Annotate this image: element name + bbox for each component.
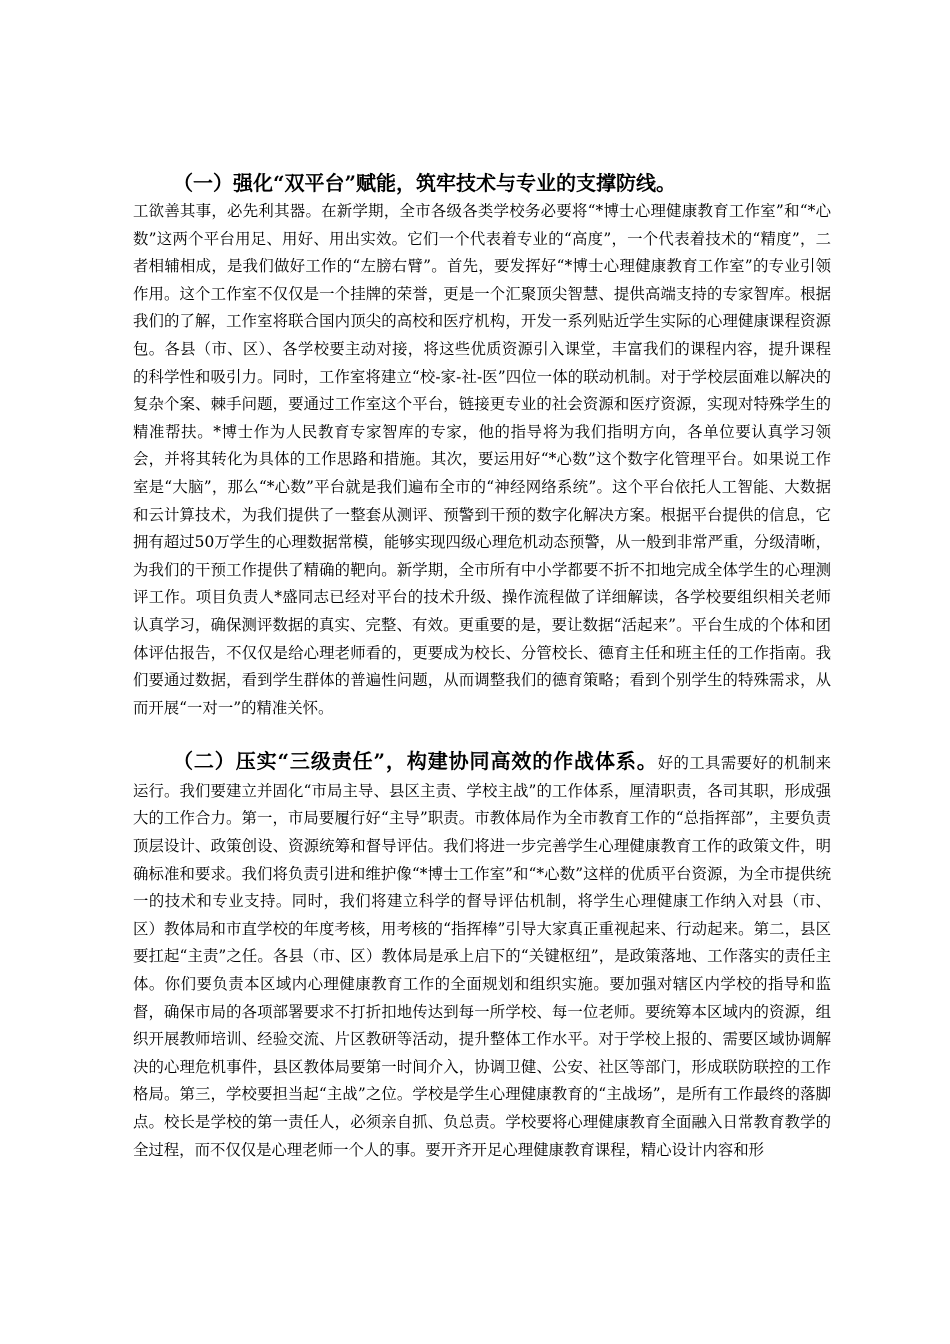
section-2-body: 我们要建立并固化“市局主导、县区主责、学校主战”的工作体系，厘清职责，各司其职，形成强大的工作合力。第一，市局要履行好“主导”职责。市教体局作为全市教育工作的“总指挥部”，主要负责顶层设计、政策创设、资源统筹和督导评估。我们将进一步完善学生心理健康教育工作的政策文件，明确标准和要求。我们将负责引进和维护像“*博士工作室”和“*心数”这样的优质平台资源，为全市提供统一的技术和专业支持。同时，我们将建立科学的督导评估机制，将学生心理健康工作纳入对县（市、区）教体局和市直学校的年度考核，用考核的“指挥棒”引导大家真正重视起来、行动起来。第二，县区要扛起“主责”之任。各县（市、区）教体局是承上启下的“关键枢纽”，是政策落地、工作落实的责任主体。你们要负责本区域内心理健康教育工作的全面规划和组织实施。要加强对辖区内学校的指导和监督，确保市局的各项部署要求不打折扣地传达到每一所学校、每一位老师。要统筹本区域内的资源，组织开展教师培训、经验交流、片区教研等活动，提升整体工作水平。对于学校上报的、需要区域协调解决的心理危机事件，县区教体局要第一时间介入，协调卫健、公安、社区等部门，形成联防联控的工作格局。第三，学校要担当起“主战”之位。学校是学生心理健康教育的“主战场”，是所有工作最终的落脚点。校长是学校的第一责任人，必须亲自抓、负总责。学校要将心理健康教育全面融入日常教育教学的全过程，而不仅仅是心理老师一个人的事。要开齐开足心理健康教育课程，精心设计内容和形 [133, 781, 831, 1159]
section-1-body: 工欲善其事，必先利其器。在新学期，全市各级各类学校务必要将“*博士心理健康教育工作室”和“*心数”这两个平台用足、用好、用出实效。它们一个代表着专业的“高度”，一个代表着技术的“精度”，二者相辅相成，是我们做好工作的“左膀右臂”。首先，要发挥好“*博士心理健康教育工作室”的专业引领作用。这个工作室不仅仅是一个挂牌的荣誉，更是一个汇聚顶尖智慧、提供高端支持的专家智库。根据我们的了解，工作室将联合国内顶尖的高校和医疗机构，开发一系列贴近学生实际的心理健康课程资源包。各县（市、区）、各学校要主动对接，将这些优质资源引入课堂，丰富我们的课程内容，提升课程的科学性和吸引力。同时，工作室将建立“校-家-社-医”四位一体的联动机制。对于学校层面难以解决的复杂个案、棘手问题，要通过工作室这个平台，链接更专业的社会资源和医疗资源，实现对特殊学生的精准帮扶。*博士作为人民教育专家智库的专家，他的指导将为我们指明方向，各单位要认真学习领会，并将其转化为具体的工作思路和措施。其次，要运用好“*心数”这个数字化管理平台。如果说工作室是“大脑”，那么“*心数”平台就是我们遍布全市的“神经网络系统”。这个平台依托人工智能、大数据和云计算技术，为我们提供了一整套从测评、预警到干预的数字化解决方案。根据平台提供的信息，它拥有超过50万学生的心理数据常模，能够实现四级心理危机动态预警，从一般到非常严重，分级清晰，为我们的干预工作提供了精确的靶向。新学期，全市所有中小学都要不折不扣地完成全体学生的心理测评工作。项目负责人*盛同志已经对平台的技术升级、操作流程做了详细解读，各学校要组织相关老师认真学习，确保测评数据的真实、完整、有效。更重要的是，要让数据“活起来”。平台生成的个体和团体评估报告，不仅仅是给心理老师看的，更要成为校长、分管校长、德育主任和班主任的工作指南。我们要通过数据，看到学生群体的普遍性问题，从而调整我们的德育策略；看到个别学生的特殊需求，从而开展“一对一”的精准关怀。 [133, 202, 831, 717]
section-2-lead: 好的工具需要好的机制来运行。 [133, 754, 831, 800]
section-2-paragraph [133, 748, 831, 1164]
section-2 [133, 748, 831, 1164]
section-2-heading: （二）压实“三级责任”，构建协同高效的作战体系。 [173, 749, 658, 774]
document-page [133, 168, 831, 1164]
section-1-heading: （一）强化“双平台”赋能，筑牢技术与专业的支撑防线。 [173, 171, 677, 195]
section-1-paragraph [133, 168, 831, 722]
section-1 [133, 168, 831, 722]
